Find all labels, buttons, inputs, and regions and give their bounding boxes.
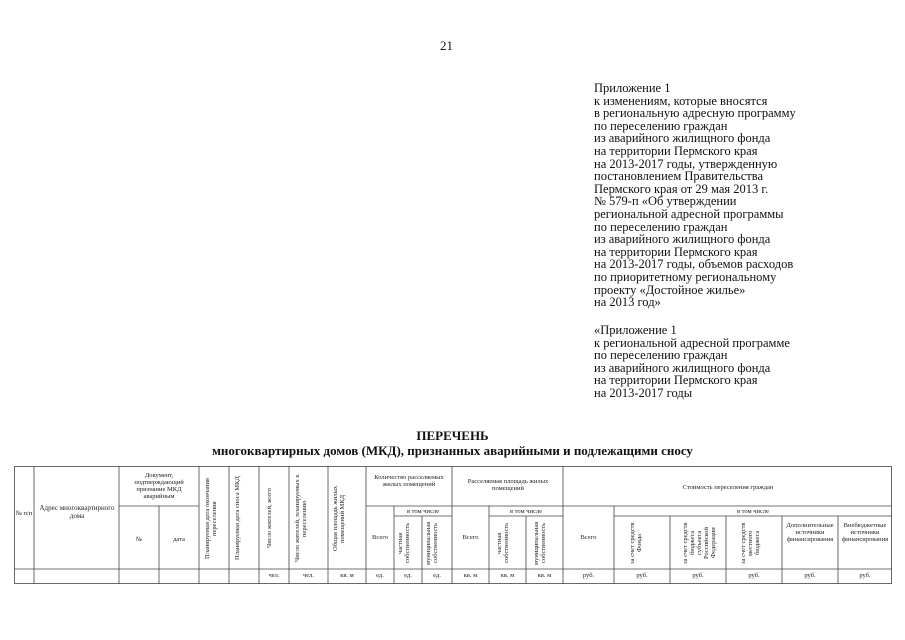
- unit-cell: чел.: [268, 572, 280, 579]
- unit-cell: руб.: [859, 572, 871, 579]
- unit-cell: руб.: [748, 572, 760, 579]
- appendix-line: проекту «Достойное жилье»: [594, 282, 746, 297]
- col-resettled-area-header: Расселяемая площадь жилых помещений: [467, 478, 549, 492]
- appendix-program-line: из аварийного жилищного фонда: [594, 360, 771, 375]
- unit-cell: чел.: [302, 572, 315, 579]
- premises-incl-header: в том числе: [406, 508, 440, 515]
- col-planned-end-header: Планируемая дата окончания переселения: [204, 478, 218, 559]
- col-document-header: Документ, подтверждающий признание МКД аварийным: [134, 472, 184, 500]
- cost-local-header: за счет средств местного бюджета: [740, 522, 761, 564]
- appendix-line: к изменениям, которые вносятся: [594, 93, 768, 108]
- appendix-line: по переселению граждан: [594, 118, 728, 133]
- col-doc-date-header: дата: [173, 536, 185, 543]
- unit-cell: кв. м: [537, 572, 552, 579]
- col-premises-count-header: Количество расселяемых жилых помещений: [374, 474, 444, 488]
- premises-total-header: Всего: [372, 534, 388, 541]
- appendix-program-line: к региональной адресной программе: [594, 335, 790, 350]
- premises-municipal-header: муниципальная собственность: [425, 521, 439, 565]
- unit-cell: кв. м: [463, 572, 478, 579]
- appendix-line: № 579-п «Об утверждении: [594, 194, 737, 209]
- appendix-line: из аварийного жилищного фонда: [594, 131, 771, 146]
- appendix-line: на 2013-2017 годы, утвержденную: [594, 156, 778, 171]
- appendix-line: на 2013-2017 годы, объемов расходов: [594, 257, 794, 272]
- appendix-line: по приоритетному региональному: [594, 269, 777, 284]
- unit-cell: кв. м: [500, 572, 515, 579]
- col-total-area-header: Общая площадь жилых помещений МКД: [332, 485, 346, 552]
- cost-regional-header: за счет средств бюджета субъекта Российской Федерации: [682, 522, 717, 564]
- appendix-line: на территории Пермского края: [594, 143, 758, 158]
- appendix-program-line: «Приложение 1: [594, 323, 677, 337]
- appendix-line: из аварийного жилищного фонда: [594, 232, 771, 247]
- col-address-header: Адрес многоквартирного дома: [39, 504, 115, 520]
- appendix-line: по переселению граждан: [594, 219, 728, 234]
- appendix-line: на 2013 год»: [594, 295, 661, 310]
- appendix-program-block: [594, 324, 790, 400]
- appendix-program-line: на территории Пермского края: [594, 373, 758, 388]
- appendix-line: в региональную адресную программу: [594, 106, 796, 121]
- area-total-header: Всего: [462, 534, 479, 541]
- unit-cell: руб.: [636, 572, 648, 579]
- appendix-line: постановлением Правительства: [594, 169, 764, 184]
- mkd-list-table: [14, 466, 892, 584]
- appendix-line: Приложение 1: [594, 81, 671, 95]
- cost-extra-header: Дополнительные источники финансирования: [786, 522, 834, 543]
- appendix-program-line: по переселению граждан: [594, 348, 728, 363]
- premises-private-header: частная собственность: [397, 522, 411, 564]
- document-subtitle: многоквартирных домов (МКД), признанных аварийными и подлежащими сносу: [212, 443, 693, 458]
- col-doc-number-header: №: [135, 536, 143, 543]
- cost-offbudget-header: Внебюджетные источники финансирования: [841, 522, 889, 543]
- appendix-line: региональной адресной программы: [594, 206, 784, 221]
- appendix-line: на территории Пермского края: [594, 244, 758, 259]
- appendix-line: Пермского края от 29 мая 2013 г.: [594, 181, 769, 196]
- unit-cell: ед.: [376, 572, 384, 579]
- unit-cell: руб.: [804, 572, 816, 579]
- unit-cell: руб.: [692, 572, 704, 579]
- unit-cell: руб.: [582, 572, 595, 579]
- col-residents-header: Число жителей, всего: [266, 488, 273, 549]
- area-private-header: частная собственность: [496, 522, 510, 564]
- col-residents-planned-header: Число жителей, планируемых к переселению: [294, 474, 308, 563]
- unit-cell: ед.: [433, 572, 441, 579]
- area-municipal-header: муниципальная собственность: [533, 521, 547, 565]
- page-number: 21: [440, 38, 453, 53]
- cost-fund-header: за счет средств Фонда: [629, 522, 643, 564]
- cost-total-header: Всего: [580, 534, 597, 541]
- document-title: ПЕРЕЧЕНЬ: [416, 428, 489, 443]
- col-cost-header: Стоимость переселения граждан: [682, 484, 774, 491]
- col-number-header: № п/п: [15, 510, 33, 517]
- area-incl-header: в том числе: [509, 508, 543, 515]
- appendix-program-line: на 2013-2017 годы: [594, 385, 693, 400]
- col-planned-demolition-header: Планируемая дата сноса МКД: [234, 476, 241, 561]
- cost-incl-header: в том числе: [736, 508, 770, 515]
- unit-cell: ед.: [404, 572, 412, 579]
- appendix-heading-block: [594, 82, 796, 309]
- unit-cell: кв. м: [340, 572, 354, 579]
